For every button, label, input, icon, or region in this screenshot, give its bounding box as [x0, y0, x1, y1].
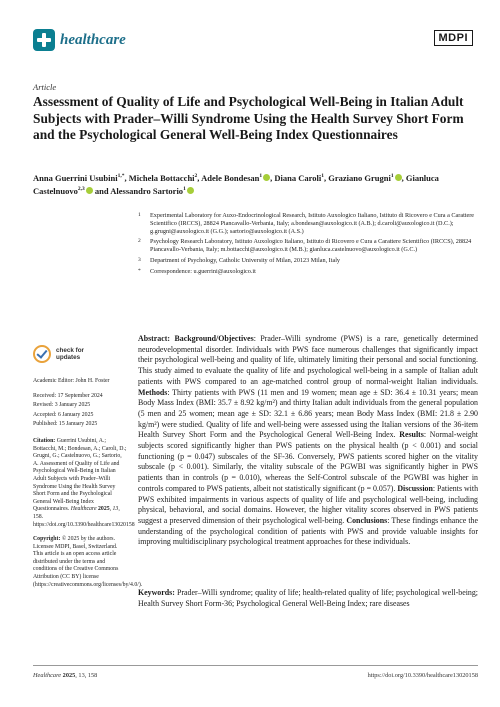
academic-editor: Academic Editor: John H. Foster — [33, 378, 110, 384]
publication-dates — [33, 393, 128, 429]
date-published: Published: 15 January 2025 — [33, 421, 98, 428]
journal-name: healthcare — [60, 31, 126, 48]
citation-doi-link[interactable]: , 158. https://doi.org/10.3390/healthcare13020158 — [33, 506, 135, 528]
footer-doi-link[interactable]: https://doi.org/10.3390/healthcare13020158 — [367, 672, 478, 679]
author[interactable]: Gianluca Castelnuovo$^{2,3}$ — [33, 173, 439, 196]
orcid-icon[interactable] — [86, 187, 93, 194]
journal-header — [33, 28, 473, 52]
orcid-icon[interactable] — [395, 174, 402, 181]
author-list: Anna Guerrini Usubini$^{1,*}$, Michela Bottacchi$^2$, Adele Bondesan$^1$ , Diana Caroli$^1$, Graziano Grugni$^1$ , Gianluca Castelnuovo$^{2,3}$ and Alessandro Sartorio$^1$ — [33, 173, 439, 196]
article-title: Assessment of Quality of Life and Psychological Well-Being in Italian Adult Subjects with Prader–Willi Syndrome Using the Health Survey Short Form and the Psychological General Well-Being Index Questionnaires — [33, 94, 464, 142]
journal-logo[interactable] — [33, 28, 126, 52]
article-type: Article — [33, 82, 57, 92]
correspondence: * Correspondence: u.guerrini@auxologico.it — [138, 267, 256, 275]
check-for-updates-button[interactable]: check for updates — [33, 345, 128, 363]
affiliation-item: 3 Department of Psychology, Catholic University of Milan, 20123 Milan, Italy — [138, 256, 341, 264]
abstract: Abstract: Background/Objectives: Prader–Willi syndrome (PWS) is a rare, genetically determined neurodevelopmental disorder. Individuals with PWS face numerous challenges that significantly impact their psychological well-being and quality of life, ultimately limiting their personal and social functioning. This study aimed to evaluate the quality of life and psychological well-being in a sample of Italian adult patients with PWS compared to an age-matched control group of normal-weight Italian individuals. Methods: Thirty patients with PWS (11 men and 19 women; mean age ± SD: 36.4 ± 10.31 years; mean Body Mass Index (BMI: 35.7 ± 8.92 kg/m²) and thirty Italian adult individuals from the general population (5 men and 25 women; mean age ± SD: 32.1 ± 6.86 years; mean Body Mass Index (BMI: 21.8 ± 2.90 kg/m²) were studied. Quality of life and well-being were assessed using the Italian versions of the 36-item Health Survey Short Form and the Psychological General Well-Being Index. Results: Normal-weight subjects scored significantly higher than PWS patients on the physical health (p < 0.001) and social functioning (p = 0.047) subscales of the SF-36. Conversely, PWS patients scored higher on the vitality subscale (p < 0.001). Similarly, the vitality subscale of the PGWBI was significantly higher in PWS patients than in controls (p = 0.010), whereas the Self-Control subscale of the PGWBI was higher in controls compared to PWS patients, albeit not statistically significant (p = 0.057). Discussion: Patients with PWS exhibited impairments in various aspects of quality of life and psychological well-being, including physical, behavioral, and social domains. However, the higher vitality scores observed in PWS patients suggest a preserved dimension of their psychological well-being. Conclusions: These findings enhance the understanding of the psychological condition of patients with PWS and provide valuable insights for improving multidisciplinary psychological treatment approaches for these individuals. — [138, 334, 479, 547]
author[interactable]: Diana Caroli$^1$ — [274, 173, 325, 183]
footer-divider — [33, 665, 478, 666]
author[interactable]: Alessandro Sartorio$^1$ — [110, 186, 194, 196]
footer-citation: Healthcare 2025, 13, 158 — [33, 672, 98, 679]
date-revised: Revised: 3 January 2025 — [33, 402, 91, 409]
checkmark-icon — [33, 345, 51, 363]
affiliation-item: 1 Experimental Laboratory for Auxo-Endocrinological Research, Istituto Auxologico Italiano, Istituto di Ricovero e Cura a Carattere Scientifico (IRCCS), 28824 Piancavallo-Verbania, Italy; a.bondesan@auxologico.it (A.B.); d.caroli@auxologico.it (D.C.); g.grugni@auxologico.it (G.G.); sartorio@auxologico.it (A.S.) — [138, 212, 475, 235]
date-received: Received: 17 September 2024 — [33, 392, 103, 399]
publisher-logo[interactable]: MDPI — [434, 30, 474, 46]
orcid-icon[interactable] — [263, 174, 270, 181]
affiliations — [138, 212, 478, 279]
article-sidebar — [33, 345, 143, 596]
author[interactable]: Michela Bottacchi$^2$ — [128, 173, 198, 183]
keywords: Keywords: Prader–Willi syndrome; quality of life; health-related quality of life; psychological well-being; Health Survey Short Form-36; Psychological General Well-Being Index; rare diseases — [138, 588, 478, 608]
healthcare-cross-icon — [33, 29, 55, 51]
copyright: Copyright: © 2025 by the authors. Licensee MDPI, Basel, Switzerland. This article is an open access article distributed under the terms and conditions of the Creative Commons Attribution (CC BY) license (https://creativecommons.org/licenses/by/4.0/). — [33, 536, 143, 588]
orcid-icon[interactable] — [187, 187, 194, 194]
author[interactable]: Graziano Grugni$^1$ — [328, 173, 401, 183]
author[interactable]: Anna Guerrini Usubini$^{1,*}$ — [33, 173, 125, 183]
affiliation-item: 2 Psychology Research Laboratory, Istituto Auxologico Italiano, Istituto di Ricovero e Cura a Carattere Scientifico (IRCCS), 28824 Piancavallo-Verbania, Italy; m.bottacchi@auxologico.it (M.B.); gianluca.castelnuovo@auxologico.it (G.C.) — [138, 238, 472, 254]
date-accepted: Accepted: 6 January 2025 — [33, 411, 94, 418]
author[interactable]: Adele Bondesan$^1$ — [201, 173, 270, 183]
citation: Citation: Guerrini Usubini, A.; Bottacchi, M.; Bondesan, A.; Caroli, D.; Grugni, G.; Castelnuovo, G.; Sartorio, A. Assessment of Quality of Life and Psychological Well-Being in Italian Adult Subjects with Prader–Willi Syndrome Using the Health Survey Short Form and the Psychological General Well-Being Index Questionnaires. Healthcare 2025, 13, 158. https://doi.org/10.3390/healthcare13020158 — [33, 437, 135, 528]
